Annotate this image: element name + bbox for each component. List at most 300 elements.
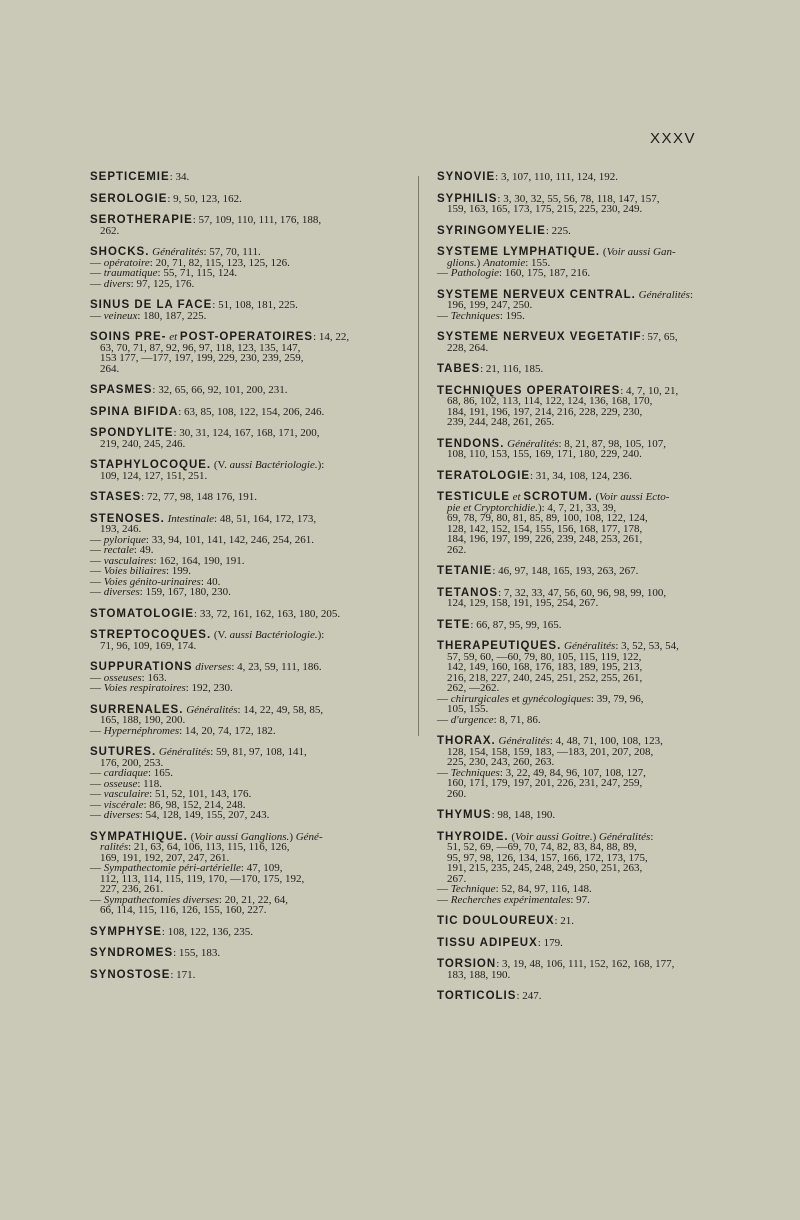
entry-subheading: pie et Cryptorchidie.	[447, 501, 538, 514]
entry-line	[90, 215, 408, 226]
entry-subheading: traumatique	[103, 267, 158, 279]
entry-heading: SYNDROMES	[90, 947, 174, 959]
entry-subheading: Technique	[450, 883, 496, 895]
entry-subheading: Voies respiratoires	[103, 682, 186, 694]
entry-page-refs: : 165.	[147, 767, 174, 779]
entry-subheading: Généralités	[152, 246, 204, 258]
entry-heading: SPASMES	[90, 384, 153, 396]
entry-line	[437, 810, 751, 821]
entry-line	[90, 927, 408, 938]
entry-subheading: et	[166, 331, 180, 343]
index-entry	[437, 492, 751, 555]
index-entry	[90, 609, 408, 620]
entry-subheading: pylorique	[103, 533, 146, 546]
entry-page-refs: : 163.	[141, 671, 167, 684]
entry-page-refs: : 20, 21, 22, 64,	[218, 893, 288, 906]
left-column	[90, 172, 408, 991]
entry-page-refs: : 4, 23, 59, 111, 186.	[231, 661, 322, 673]
entry-line	[437, 311, 751, 322]
entry-subheading: Intestinale	[167, 512, 215, 525]
entry-continuation-line	[90, 353, 408, 364]
entry-page-refs: 108, 110, 153, 155, 169, 171, 180, 229, 240.	[447, 448, 642, 460]
entry-continuation-line	[437, 598, 751, 609]
entry-page-refs: —	[437, 766, 451, 779]
entry-page-refs: : 247.	[516, 990, 542, 1002]
entry-continuation-line	[90, 226, 408, 237]
column-divider	[418, 176, 419, 736]
entry-heading: SYPHILIS	[437, 192, 498, 205]
index-entry	[90, 662, 408, 694]
entry-page-refs: : 8, 71, 86.	[493, 713, 541, 726]
index-entry	[437, 991, 751, 1002]
entry-page-refs: 219, 240, 245, 246.	[100, 437, 186, 450]
index-entry	[437, 810, 751, 821]
entry-page-refs: —	[437, 713, 451, 726]
entry-page-refs: 165, 188, 190, 200.	[100, 714, 186, 726]
index-entry	[90, 247, 408, 289]
entry-heading: TORSION	[437, 958, 497, 970]
entry-page-refs: —	[90, 256, 104, 269]
entry-page-refs: )	[289, 830, 296, 843]
entry-page-refs: 262.	[100, 224, 120, 237]
entry-page-refs: : 192, 230.	[185, 682, 233, 694]
entry-heading: SPINA BIFIDA	[90, 405, 179, 418]
entry-continuation-line	[437, 789, 751, 800]
entry-line	[90, 492, 408, 503]
index-entry	[90, 970, 408, 981]
entry-page-refs: : 8, 21, 87, 98, 105, 107,	[558, 437, 667, 450]
entry-heading: STREPTOCOQUES.	[90, 629, 212, 641]
entry-page-refs: : 31, 34, 108, 124, 236.	[530, 469, 633, 482]
entry-page-refs: ):	[317, 629, 325, 641]
entry-page-refs: (V.	[211, 459, 230, 471]
entry-subheading: Voir aussi Ganglions.	[194, 830, 290, 843]
entry-page-refs: 51, 52, 69, —69, 70, 74, 82, 83, 84, 88, 89,	[447, 841, 637, 853]
entry-page-refs: 262.	[447, 543, 467, 556]
entry-subheading: Anatomie	[483, 256, 526, 269]
entry-page-refs: 159, 163, 165, 173, 175, 215, 225, 230, 249.	[447, 203, 643, 215]
entry-heading: SYNOVIE	[437, 171, 496, 183]
entry-page-refs: : 20, 71, 82, 115, 123, 125, 126.	[149, 256, 290, 269]
entry-continuation-line	[90, 439, 408, 450]
entry-continuation-line	[90, 641, 408, 652]
entry-page-refs: : 4, 48, 71, 100, 108, 123,	[549, 735, 663, 747]
entry-page-refs: : 57, 70, 111.	[203, 246, 261, 258]
entry-subheading: et	[509, 491, 524, 503]
entry-page-refs: —	[90, 533, 104, 546]
entry-page-refs: : 72, 77, 98, 148 176, 191.	[141, 491, 257, 503]
entry-subheading: Sympathectomies diverses	[103, 893, 219, 906]
entry-page-refs: : 155.	[525, 256, 551, 269]
entry-subheading: Voir aussi Goitre.	[515, 830, 593, 843]
entry-page-refs: : 21, 116, 185.	[480, 363, 544, 375]
entry-page-refs: ):	[317, 459, 325, 471]
entry-line	[437, 715, 751, 726]
entry-continuation-line	[437, 778, 751, 789]
entry-page-refs: : 21, 63, 64, 106, 113, 115, 116, 126,	[128, 841, 290, 853]
index-entry	[437, 588, 751, 609]
entry-page-refs: 160, 171, 179, 197, 201, 226, 231, 247, 259,	[447, 777, 643, 789]
entry-line	[90, 726, 408, 737]
entry-heading: SPONDYLITE	[90, 427, 174, 439]
entry-subheading: Généralités	[186, 703, 238, 716]
entry-page-refs: 216, 218, 227, 240, 245, 251, 252, 255, 261,	[447, 671, 643, 684]
index-entry	[437, 832, 751, 906]
entry-page-refs: : 171.	[170, 968, 196, 981]
entry-page-refs: : 162, 164, 190, 191.	[153, 554, 245, 567]
entry-heading: TORTICOLIS	[437, 990, 517, 1002]
entry-heading: THYROIDE.	[437, 830, 509, 843]
entry-continuation-line	[437, 417, 751, 428]
entry-page-refs: : 98, 148, 190.	[491, 809, 556, 821]
entry-page-refs: —	[90, 565, 104, 577]
entry-line	[437, 938, 751, 949]
entry-page-refs: ): 4, 7, 21, 33, 39,	[537, 501, 617, 514]
index-entry	[90, 514, 408, 598]
index-entry	[437, 916, 751, 927]
entry-heading: TECHNIQUES OPERATOIRES	[437, 384, 621, 397]
entry-subheading: veineux	[103, 309, 138, 322]
entry-subheading: divers	[103, 277, 131, 290]
entry-heading: TERATOLOGIE	[437, 469, 530, 482]
entry-heading: SYSTEME LYMPHATIQUE.	[437, 246, 601, 258]
entry-heading: STAPHYLOCOQUE.	[90, 459, 212, 471]
entry-subheading: Pathologie	[450, 267, 500, 279]
entry-subheading: Recherches expérimentales	[450, 893, 571, 906]
entry-heading: TABES	[437, 363, 481, 375]
entry-page-refs: —	[90, 575, 104, 588]
entry-continuation-line	[437, 863, 751, 874]
entry-page-refs: —	[90, 893, 104, 906]
entry-page-refs: —	[437, 883, 451, 895]
index-entry	[437, 386, 751, 428]
entry-heading: SEROTHERAPIE	[90, 214, 193, 226]
entry-subheading: Voir aussi Ecto-	[599, 491, 670, 503]
entry-page-refs: —	[90, 309, 104, 322]
entry-page-refs: (	[592, 491, 600, 503]
entry-subheading: Voies biliaires	[103, 565, 166, 577]
entry-page-refs: et	[509, 692, 523, 705]
entry-heading: TIC DOULOUREUX	[437, 915, 555, 927]
entry-subheading: d'urgence	[450, 713, 494, 726]
entry-page-refs: : 39, 79, 96,	[590, 692, 644, 705]
entry-page-refs: : 108, 122, 136, 235.	[161, 925, 253, 938]
entry-page-refs: )	[476, 256, 484, 269]
entry-page-refs: : 34.	[169, 171, 190, 183]
entry-page-refs: —	[90, 267, 104, 279]
index-entry	[437, 226, 751, 237]
entry-page-refs: 128, 154, 158, 159, 183, —183, 201, 207, 208,	[447, 745, 654, 758]
entry-line	[437, 991, 751, 1002]
index-entry	[90, 407, 408, 418]
entry-page-refs: 183, 188, 190.	[447, 968, 511, 981]
entry-heading: THERAPEUTIQUES.	[437, 640, 562, 652]
entry-continuation-line	[437, 545, 751, 556]
index-entry	[90, 300, 408, 321]
entry-page-refs: : 51, 108, 181, 225.	[212, 299, 298, 311]
entry-subheading: glions.	[447, 256, 477, 269]
entry-page-refs: : 179.	[537, 936, 563, 949]
entry-line	[90, 279, 408, 290]
entry-page-refs: 109, 124, 127, 151, 251.	[100, 469, 208, 482]
entry-line	[437, 566, 751, 577]
entry-subheading: Généralités	[158, 746, 211, 758]
entry-page-refs: : 63, 85, 108, 122, 154, 206, 246.	[178, 405, 325, 418]
entry-line	[90, 683, 408, 694]
entry-heading: POST-OPERATOIRES	[179, 331, 314, 343]
entry-page-refs: : 54, 128, 149, 155, 207, 243.	[139, 809, 270, 821]
index-entry	[90, 492, 408, 503]
entry-page-refs: —	[437, 692, 451, 705]
index-entry	[437, 736, 751, 799]
index-entry	[90, 332, 408, 374]
index-entry	[90, 948, 408, 959]
entry-page-refs: 66, 114, 115, 116, 126, 155, 160, 227.	[100, 904, 267, 916]
index-entry	[90, 460, 408, 481]
entry-subheading: diverses	[195, 661, 232, 673]
entry-heading: SYSTEME NERVEUX VEGETATIF	[437, 331, 642, 343]
entry-subheading: Généralités	[564, 640, 616, 652]
entry-page-refs: 264.	[100, 362, 120, 375]
entry-line	[437, 620, 751, 631]
entry-page-refs: (	[187, 830, 195, 843]
entry-line	[90, 810, 408, 821]
index-entry	[437, 332, 751, 353]
entry-page-refs: —	[90, 671, 104, 684]
entry-page-refs: : 40.	[200, 575, 221, 588]
entry-subheading: aussi Bactériologie.	[229, 459, 318, 471]
entry-page-refs: : 32, 65, 66, 92, 101, 200, 231.	[152, 384, 288, 396]
entry-page-refs: 169, 191, 192, 207, 247, 261.	[100, 851, 230, 864]
entry-page-refs: 105, 155.	[447, 703, 489, 715]
entry-page-refs: : 59, 81, 97, 108, 141,	[210, 746, 307, 758]
entry-subheading: vasculaire	[103, 788, 150, 800]
entry-subheading: opératoire	[103, 256, 150, 269]
entry-page-refs: : 7, 32, 33, 47, 56, 60, 96, 98, 99, 100,	[498, 586, 667, 599]
entry-page-refs: 262, —262.	[447, 682, 500, 694]
entry-page-refs: : 30, 31, 124, 167, 168, 171, 200,	[173, 427, 320, 439]
index-entry	[90, 927, 408, 938]
entry-page-refs: 228, 264.	[447, 341, 489, 354]
entry-heading: SYMPATHIQUE.	[90, 830, 188, 843]
entry-page-refs: : 51, 52, 101, 143, 176.	[149, 788, 252, 800]
entry-page-refs: : 33, 72, 161, 162, 163, 180, 205.	[194, 607, 341, 620]
entry-page-refs: : 225.	[545, 224, 571, 237]
entry-page-refs: —	[90, 809, 104, 821]
entry-page-refs: 95, 97, 98, 126, 134, 157, 166, 172, 173, 175,	[447, 851, 648, 864]
entry-heading: SUTURES.	[90, 746, 157, 758]
entry-page-refs: : 118.	[137, 777, 163, 790]
index-entry	[90, 747, 408, 821]
entry-continuation-line	[437, 449, 751, 460]
entry-subheading: viscérale	[103, 798, 144, 811]
entry-line	[437, 916, 751, 927]
entry-page-refs: : 49.	[133, 544, 154, 556]
entry-page-refs: : 199.	[165, 565, 192, 577]
index-entry	[90, 705, 408, 737]
entry-page-refs: : 14, 22, 49, 58, 85,	[237, 703, 324, 716]
entry-page-refs: : 160, 175, 187, 216.	[499, 267, 591, 279]
entry-subheading: chirurgicales	[450, 692, 509, 705]
entry-continuation-line	[90, 905, 408, 916]
entry-page-refs: : 47, 109,	[240, 862, 283, 874]
entry-line	[90, 609, 408, 620]
entry-line	[90, 311, 408, 322]
entry-page-refs: : 57, 65,	[641, 331, 678, 343]
entry-heading: SEPTICEMIE	[90, 171, 170, 183]
index-entry	[437, 959, 751, 980]
entry-page-refs: 193, 246.	[100, 523, 142, 535]
entry-heading: SEROLOGIE	[90, 192, 168, 205]
entry-subheading: aussi Bactériologie.	[229, 629, 318, 641]
entry-page-refs: —	[90, 724, 104, 737]
index-entry	[90, 215, 408, 236]
entry-page-refs: )	[592, 830, 599, 843]
entry-page-refs: : 97.	[570, 893, 590, 906]
entry-page-refs: : 4, 7, 10, 21,	[620, 384, 679, 397]
entry-heading: STASES	[90, 491, 142, 503]
entry-subheading: Sympathectomie péri-artérielle	[103, 862, 241, 874]
entry-page-refs: 260.	[447, 787, 467, 800]
entry-page-refs: —	[90, 777, 104, 790]
right-column	[437, 172, 751, 1013]
entry-page-refs: 68, 86, 102, 113, 114, 122, 124, 136, 168, 170,	[447, 395, 653, 407]
entry-page-refs: 267.	[447, 872, 467, 885]
entry-subheading: rectale	[103, 544, 134, 556]
entry-subheading: Généralités	[507, 437, 559, 450]
entry-page-refs: —	[90, 788, 104, 800]
index-entry	[90, 194, 408, 205]
entry-page-refs: —	[90, 862, 104, 874]
entry-subheading: cardiaque	[103, 767, 148, 779]
entry-heading: SCROTUM.	[523, 491, 593, 503]
entry-page-refs: (V.	[211, 629, 230, 641]
index-entry	[437, 938, 751, 949]
entry-heading: TETANOS	[437, 586, 499, 599]
entry-page-refs: 176, 200, 253.	[100, 756, 164, 769]
entry-heading: SYNOSTOSE	[90, 968, 171, 981]
entry-page-refs: —	[90, 586, 104, 598]
entry-page-refs: —	[90, 554, 104, 567]
entry-line	[437, 268, 751, 279]
entry-subheading: Géné-	[295, 830, 323, 843]
entry-subheading: Généralités	[638, 288, 690, 301]
entry-page-refs: : 33, 94, 101, 141, 142, 246, 254, 261.	[145, 533, 314, 546]
entry-page-refs: : 3, 107, 110, 111, 124, 192.	[495, 171, 618, 183]
entry-page-refs: —	[437, 267, 451, 279]
entry-subheading: Généralités	[498, 735, 550, 747]
entry-line	[90, 385, 408, 396]
entry-page-refs: : 66, 87, 95, 99, 165.	[470, 618, 562, 631]
entry-page-refs: : 86, 98, 152, 214, 248.	[143, 798, 246, 811]
index-entry	[90, 428, 408, 449]
entry-page-refs: 128, 142, 152, 154, 155, 156, 168, 177, 178,	[447, 522, 643, 535]
entry-page-refs: 153 177, —177, 197, 199, 229, 230, 239, 259,	[100, 352, 304, 364]
entry-page-refs: —	[90, 277, 104, 290]
entry-page-refs: : 52, 84, 97, 116, 148.	[495, 883, 592, 895]
entry-subheading: Techniques	[450, 766, 500, 779]
index-entry	[437, 566, 751, 577]
entry-continuation-line	[90, 471, 408, 482]
index-entry	[437, 471, 751, 482]
entry-heading: THYMUS	[437, 809, 492, 821]
entry-page-refs: 142, 149, 160, 168, 176, 183, 189, 195, 213,	[447, 661, 643, 673]
entry-line	[437, 226, 751, 237]
entry-continuation-line	[437, 970, 751, 981]
entry-page-refs: 71, 96, 109, 169, 174.	[100, 639, 197, 652]
entry-heading: TETANIE	[437, 565, 493, 577]
index-entry	[90, 630, 408, 651]
entry-heading: SYSTEME NERVEUX CENTRAL.	[437, 288, 636, 301]
entry-page-refs: : 3, 30, 32, 55, 56, 78, 118, 147, 157,	[497, 192, 660, 205]
entry-page-refs: : 195.	[499, 309, 525, 322]
entry-page-refs: —	[90, 682, 104, 694]
entry-subheading: ralités	[100, 841, 129, 853]
entry-heading: TENDONS.	[437, 437, 505, 450]
entry-heading: SOINS PRE-	[90, 331, 167, 343]
entry-page-refs: 63, 70, 71, 87, 92, 96, 97, 118, 123, 135, 147,	[100, 341, 301, 354]
entry-page-refs: : 21.	[554, 915, 575, 927]
entry-line	[437, 895, 751, 906]
index-entry	[90, 385, 408, 396]
entry-page-refs: 124, 129, 158, 191, 195, 254, 267.	[447, 597, 599, 609]
entry-heading: SINUS DE LA FACE	[90, 299, 213, 311]
entry-page-refs: : 97, 125, 176.	[130, 277, 195, 290]
entry-subheading: Techniques	[450, 309, 500, 322]
page-number: XXXV	[650, 130, 697, 147]
entry-page-refs: : 14, 20, 74, 172, 182.	[179, 724, 276, 737]
entry-page-refs: —	[437, 893, 451, 906]
entry-page-refs: : 55, 71, 115, 124.	[157, 267, 238, 279]
entry-page-refs: 239, 244, 248, 261, 265.	[447, 416, 555, 428]
entry-page-refs: —	[90, 767, 104, 779]
entry-subheading: Hypernéphromes	[103, 724, 180, 737]
entry-heading: SYRINGOMYELIE	[437, 224, 546, 237]
entry-subheading: Généralités	[598, 830, 651, 843]
entry-page-refs: 184, 191, 196, 197, 214, 216, 228, 229, 230,	[447, 405, 643, 418]
entry-subheading: osseuses	[103, 671, 142, 684]
entry-page-refs: : 46, 97, 148, 165, 193, 263, 267.	[492, 565, 639, 577]
entry-page-refs: —	[90, 798, 104, 811]
entry-page-refs: (	[508, 830, 516, 843]
entry-page-refs: —	[437, 309, 451, 322]
entry-page-refs: —	[90, 544, 104, 556]
entry-page-refs: (	[600, 246, 607, 258]
entry-page-refs: : 3, 19, 48, 106, 111, 152, 162, 168, 177,	[496, 958, 675, 970]
entry-line	[437, 471, 751, 482]
entry-line	[90, 407, 408, 418]
entry-heading: SURRENALES.	[90, 703, 184, 716]
entry-page-refs: : 155, 183.	[173, 947, 221, 959]
entry-heading: TETE	[437, 618, 471, 631]
entry-subheading: Voir aussi Gan-	[606, 246, 676, 258]
entry-line	[90, 194, 408, 205]
index-entry	[437, 620, 751, 631]
entry-subheading: osseuse	[103, 777, 138, 790]
entry-page-refs: :	[689, 288, 694, 301]
index-entry	[90, 832, 408, 916]
entry-page-refs: 112, 113, 114, 115, 119, 170, —170, 175, 192,	[100, 872, 305, 885]
entry-line	[90, 172, 408, 183]
entry-page-refs: : 9, 50, 123, 162.	[167, 192, 242, 205]
index-entry	[437, 439, 751, 460]
entry-line	[90, 970, 408, 981]
entry-page-refs: : 159, 167, 180, 230.	[139, 586, 231, 598]
entry-page-refs: 191, 215, 235, 245, 248, 249, 250, 251, 263,	[447, 862, 643, 874]
entry-page-refs: 225, 230, 243, 260, 263.	[447, 756, 555, 768]
entry-page-refs: : 3, 22, 49, 84, 96, 107, 108, 127,	[499, 766, 646, 779]
index-entry	[437, 172, 751, 183]
